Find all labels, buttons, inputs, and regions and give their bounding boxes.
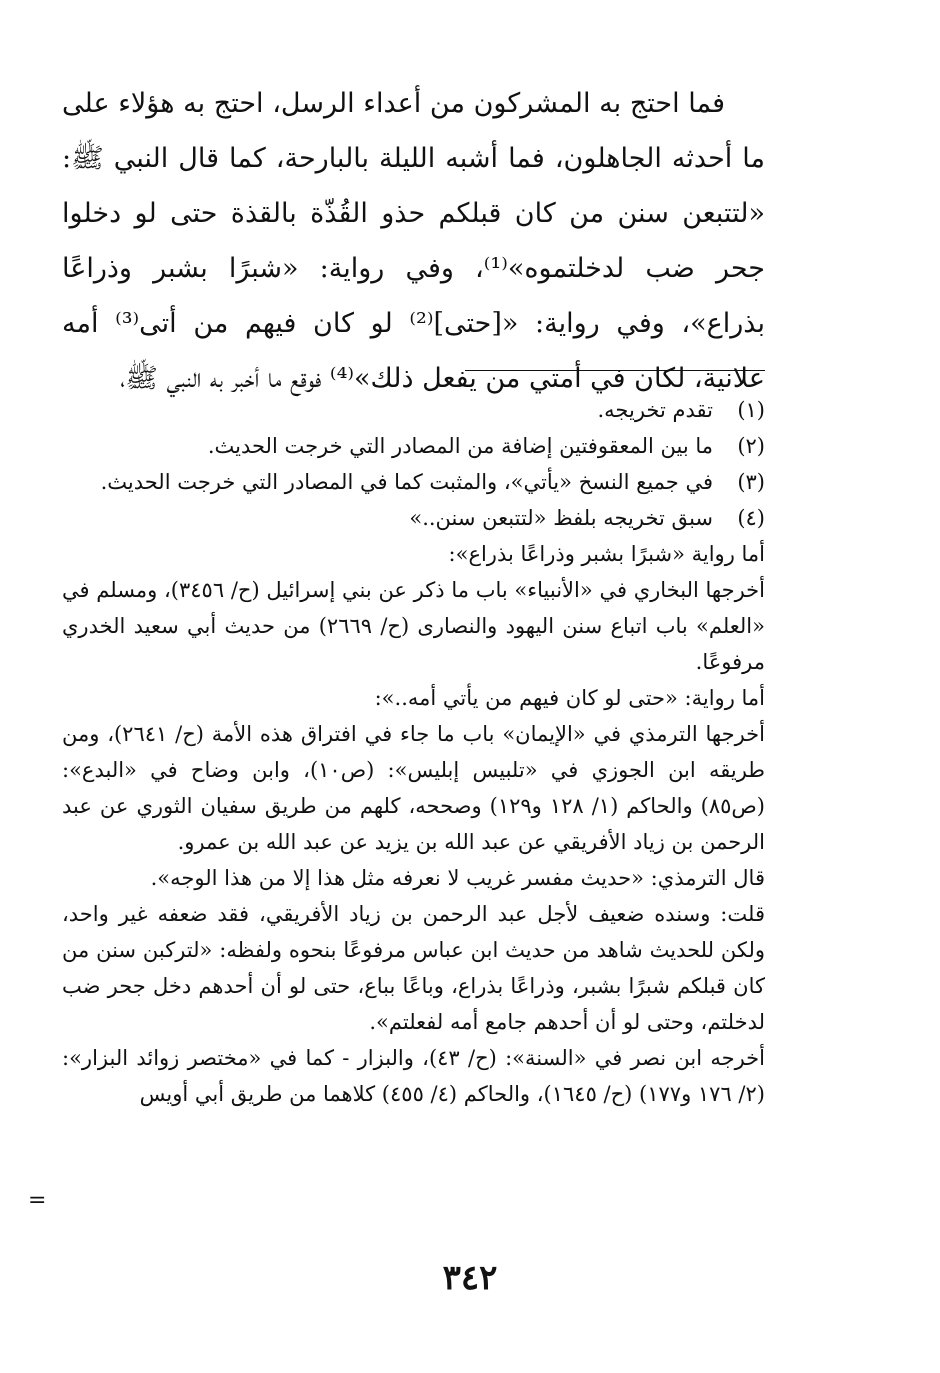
main-text [62,76,765,406]
footnote-text: ما بين المعقوفتين إضافة من المصادر التي خرجت الحديث. [207,434,713,458]
footnote-line: أما رواية: «حتى لو كان فيهم من يأتي أمه..»: [374,686,765,710]
footnote-number: (٣) [737,470,765,494]
footnote-number: (٢) [737,434,765,458]
footnote-4-body [62,536,765,1112]
footnote-line: قلت: وسنده ضعيف لأجل عبد الرحمن بن زياد الأفريقي، فقد ضعفه غير واحد، ولكن للحديث شاهد من حديث ابن عباس مرفوعًا بنحوه ولفظه: «لتركبن سنن من كان قبلكم شبرًا بشبر، وذراعًا بذراع، وباعًا بباع، حتى لو أن أحدهم دخل جحر ضب لدخلتم، وحتى لو أن أحدهم جامع أمه لفعلتم». [62,902,765,1034]
footnote-separator [465,370,765,371]
continuation-mark: = [28,1188,47,1213]
footnote-text: سبق تخريجه بلفظ «لتتبعن سنن..» [409,506,713,530]
footnote-line: أخرجها الترمذي في «الإيمان» باب ما جاء في افتراق هذه الأمة (ح/ ٢٦٤١)، ومن طريقه ابن الجوزي في «تلبيس إبليس»: (ص١٠)، وابن وضاح في «البدع»: (ص٨٥) والحاكم (١/ ١٢٨ و١٢٩) وصححه، كلهم من طريق سفيان الثوري عن عبد الرحمن بن زياد الأفريقي عن عبد الله بن يزيد عن عبد الله بن عمرو. [62,722,766,854]
footnote-number: (٤) [737,506,765,530]
footnote-2 [62,428,765,464]
footnote-4 [62,500,765,536]
footnote-line: قال الترمذي: «حديث مفسر غريب لا نعرفه مثل هذا إلا من هذا الوجه». [150,866,765,890]
footnote-line: أما رواية «شبرًا بشبر وذراعًا بذراع»: [448,542,765,566]
page-number: ٣٤٢ [442,1258,498,1298]
footnote-text: تقدم تخريجه. [597,398,713,422]
footnote-line: أخرجها البخاري في «الأنبياء» باب ما ذكر عن بني إسرائيل (ح/ ٣٤٥٦)، ومسلم في «العلم» باب اتباع سنن اليهود والنصارى (ح/ ٢٦٦٩) من حديث أبي سعيد الخدري مرفوعًا. [62,578,765,674]
footnote-number: (١) [737,398,765,422]
footnote-line: أخرجه ابن نصر في «السنة»: (ح/ ٤٣)، والبزار - كما في «مختصر زوائد البزار»: (٢/ ١٧٦ و١٧٧) (ح/ ١٦٤٥)، والحاكم (٤/ ٤٥٥) كلاهما من طريق أبي أويس [62,1046,765,1106]
footnote-3 [62,464,765,500]
footnote-1 [62,392,765,428]
footnotes [62,392,765,1112]
footnote-text: في جميع النسخ «يأتي»، والمثبت كما في المصادر التي خرجت الحديث. [100,470,713,494]
main-paragraph: فما احتج به المشركون من أعداء الرسل، احتج به هؤلاء على ما أحدثه الجاهلون، فما أشبه الليلة بالبارحة، كما قال النبي ﷺ: «لتتبعن سنن من كان قبلكم حذو القُذّة بالقذة حتى لو دخلوا جحر ضب لدخلتموه»⁽¹⁾، وفي رواية: «شبرًا بشبر وذراعًا بذراع»، وفي رواية: «[حتى]⁽²⁾ لو كان فيهم من أتى⁽³⁾ أمه علانية، لكان في أمتي من يفعل ذلك»⁽⁴⁾ فوقع ما أخبر به النبي ﷺ، [62,88,765,394]
